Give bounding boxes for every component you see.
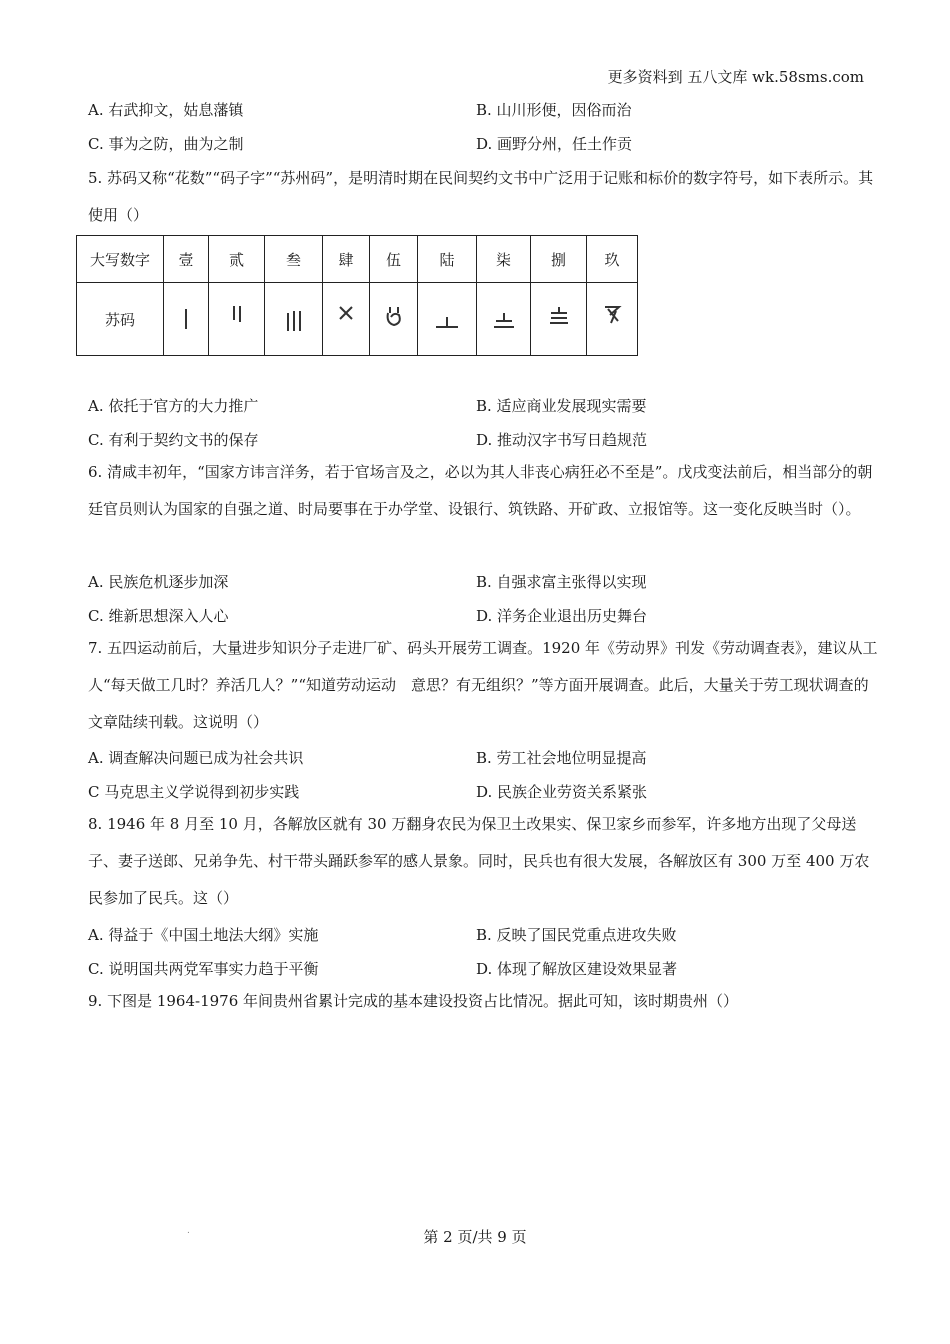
suma-glyph-cell bbox=[370, 283, 418, 356]
q8-option-b: B. 反映了国民党重点进攻失败 bbox=[476, 926, 677, 944]
suma-glyph-cell bbox=[587, 283, 638, 356]
suma-glyph-cell bbox=[265, 283, 323, 356]
q4-option-b: B. 山川形便，因俗而治 bbox=[476, 101, 632, 119]
q7-option-a: A. 调查解决问题已成为社会共识 bbox=[88, 749, 304, 767]
q7-option-b: B. 劳工社会地位明显提高 bbox=[476, 749, 647, 767]
suma-glyph-cell bbox=[531, 283, 587, 356]
numeral-cell: 肆 bbox=[323, 236, 370, 283]
numeral-cell: 柒 bbox=[477, 236, 531, 283]
stray-mark: . bbox=[187, 1226, 190, 1236]
q7-option-d: D. 民族企业劳资关系紧张 bbox=[476, 783, 648, 801]
suma-glyph-8-icon bbox=[545, 303, 573, 335]
q8-stem: 8. 1946 年 8 月至 10 月，各解放区就有 30 万翻身农民为保卫土改果实、保卫家乡而参军，许多地方出现了父母送子、妻子送郎、兄弟争先、村干带头踊跃参军的感人景象。同时，民兵也有很大发展，各解放区有 300 万至 400 万农民参加了民兵。这（） bbox=[88, 815, 870, 907]
numeral-cell: 陆 bbox=[418, 236, 477, 283]
q5-option-a: A. 依托于官方的大力推广 bbox=[88, 397, 259, 415]
numeral-cell: 贰 bbox=[209, 236, 265, 283]
page-number: 第 2 页/共 9 页 bbox=[423, 1228, 527, 1246]
q6-option-d: D. 洋务企业退出历史舞台 bbox=[476, 607, 648, 625]
numeral-cell: 壹 bbox=[164, 236, 209, 283]
q5-option-d: D. 推动汉字书写日趋规范 bbox=[476, 431, 648, 449]
suma-glyph-cell bbox=[164, 283, 209, 356]
q6-option-c: C. 维新思想深入人心 bbox=[88, 607, 229, 625]
suma-glyph-5-icon bbox=[382, 303, 406, 335]
suma-glyph-2-icon bbox=[225, 303, 249, 335]
suma-glyph-cell bbox=[418, 283, 477, 356]
page-header-source: 更多资料到 五八文库 wk.58sms.com bbox=[607, 68, 864, 86]
q5-option-b: B. 适应商业发展现实需要 bbox=[476, 397, 647, 415]
suma-glyph-cell bbox=[209, 283, 265, 356]
q6-option-a: A. 民族危机逐步加深 bbox=[88, 573, 229, 591]
suma-glyph-1-icon bbox=[174, 303, 198, 335]
suma-glyph-4-icon bbox=[334, 303, 358, 335]
suma-glyph-9-icon bbox=[600, 303, 624, 335]
q7-stem: 7. 五四运动前后，大量进步知识分子走进厂矿、码头开展劳工调查。1920 年《劳动界》刊发《劳动调查表》，建议从工人“每天做工几时？养活几人？”“知道劳动运动 意思？有无组织？”等方面开展调查。此后，大量关于劳工现状调查的文章陆续刊载。这说明（） bbox=[88, 639, 878, 731]
suma-glyph-6-icon bbox=[433, 303, 461, 335]
q8-option-d: D. 体现了解放区建设效果显著 bbox=[476, 960, 678, 978]
numeral-cell: 玖 bbox=[587, 236, 638, 283]
suma-glyph-3-icon bbox=[281, 303, 307, 335]
q9-stem: 9. 下图是 1964-1976 年间贵州省累计完成的基本建设投资占比情况。据此可知，该时期贵州（） bbox=[88, 992, 739, 1010]
q5-stem: 5. 苏码又称“花数”“码子字”“苏州码”，是明清时期在民间契约文书中广泛用于记账和标价的数字符号，如下表所示。其使用（） bbox=[88, 169, 874, 224]
table-header-suma: 苏码 bbox=[77, 283, 164, 356]
q7-option-c: C 马克思主义学说得到初步实践 bbox=[88, 783, 300, 801]
suma-glyph-cell bbox=[323, 283, 370, 356]
q4-option-c: C. 事为之防，曲为之制 bbox=[88, 135, 244, 153]
suma-glyph-cell bbox=[477, 283, 531, 356]
q8-option-a: A. 得益于《中国土地法大纲》实施 bbox=[88, 926, 319, 944]
numeral-cell: 叁 bbox=[265, 236, 323, 283]
suma-glyph-7-icon bbox=[490, 303, 518, 335]
numeral-cell: 捌 bbox=[531, 236, 587, 283]
q8-option-c: C. 说明国共两党军事实力趋于平衡 bbox=[88, 960, 319, 978]
q6-stem: 6. 清咸丰初年，“国家方讳言洋务，若于官场言及之，必以为其人非丧心病狂必不至是”。戊戌变法前后，相当部分的朝廷官员则认为国家的自强之道、时局要事在于办学堂、设银行、筑铁路、开矿政、立报馆等。这一变化反映当时（）。 bbox=[88, 463, 873, 518]
q4-option-d: D. 画野分州，任土作贡 bbox=[476, 135, 633, 153]
table-header-daxie: 大写数字 bbox=[77, 236, 164, 283]
numeral-cell: 伍 bbox=[370, 236, 418, 283]
q4-option-a: A. 右武抑文，姑息藩镇 bbox=[88, 101, 244, 119]
suzhou-numeral-table bbox=[76, 235, 638, 356]
q6-option-b: B. 自强求富主张得以实现 bbox=[476, 573, 647, 591]
q5-option-c: C. 有利于契约文书的保存 bbox=[88, 431, 259, 449]
